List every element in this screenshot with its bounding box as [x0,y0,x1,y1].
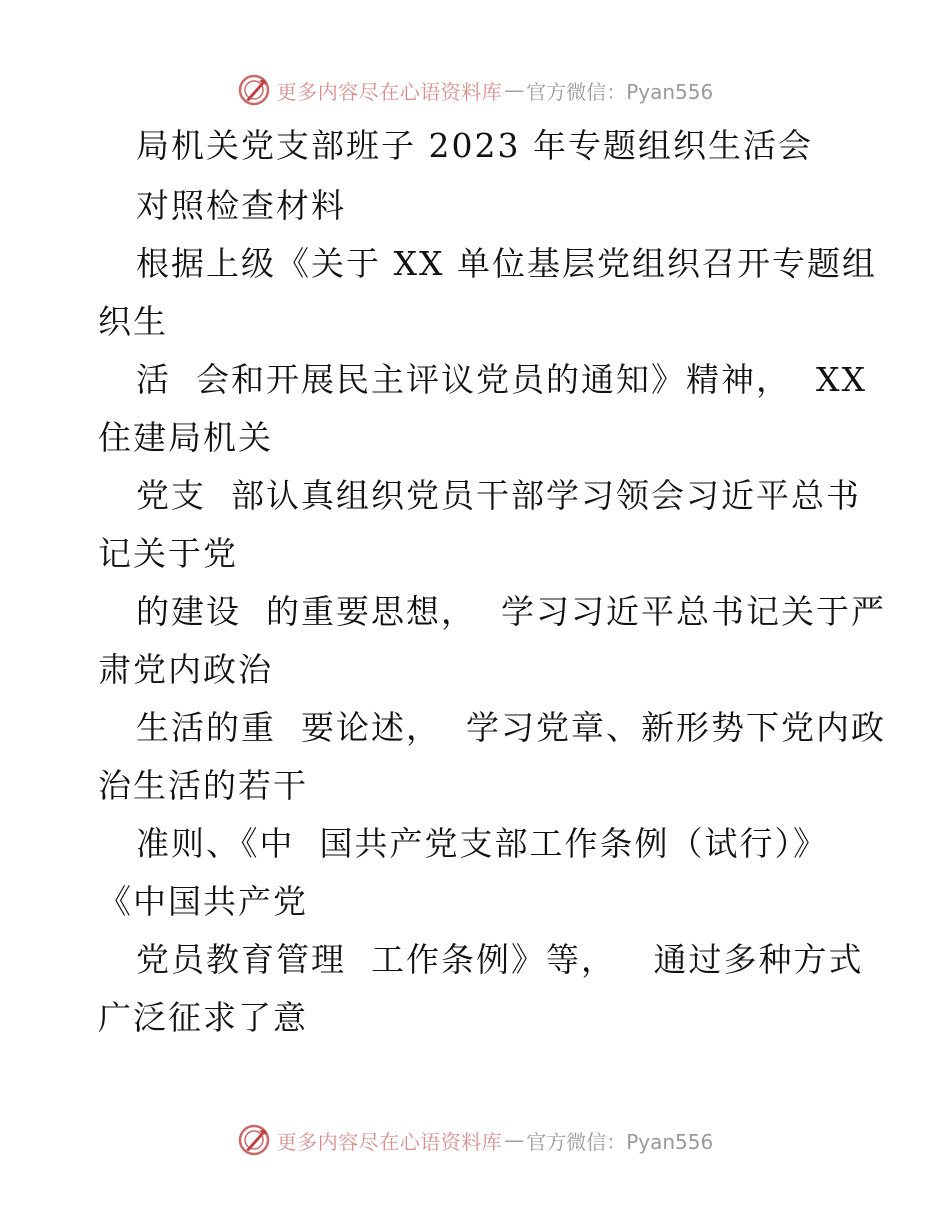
paragraph-line: 党支 部认真组织党员干部学习领会习近平总书 [136,476,861,515]
paragraph-line: 准则、《中 国共产党支部工作条例（试行）》 [136,824,828,863]
header-watermark [0,70,950,110]
watermark-separator: — [504,1128,525,1152]
paragraph-line: 记关于党 [98,534,238,573]
watermark-contact: 官方微信：Pyan556 [526,1129,714,1154]
quill-seal-icon [237,73,271,107]
footer-watermark [0,1120,950,1160]
paragraph-line: 的建设 的重要思想， 学习习近平总书记关于严 [136,592,886,631]
paragraph-line: 织生 [98,302,168,341]
paragraph-line: 党员教育管理 工作条例》等， 通过多种方式 [136,940,864,979]
watermark-text: 更多内容尽在心语资料库 [276,1129,503,1154]
paragraph-line: 生活的重 要论述， 学习党章、新形势下党内政 [136,708,886,747]
paragraph-line: 根据上级《关于 XX 单位基层党组织召开专题组 [136,244,877,283]
document-subtitle: 对照检查材料 [136,186,346,225]
paragraph-line: 广泛征求了意 [98,998,308,1037]
paragraph-line: 住建局机关 [98,418,273,457]
paragraph-line: 《中国共产党 [98,882,308,921]
watermark-text: 更多内容尽在心语资料库 [276,79,503,104]
quill-seal-icon [237,1123,271,1157]
watermark-contact: 官方微信：Pyan556 [526,79,714,104]
paragraph-line: 肃党内政治 [98,650,273,689]
watermark-separator: — [504,78,525,102]
paragraph-line: 活 会和开展民主评议党员的通知》精神， XX [136,360,867,399]
paragraph-line: 治生活的若干 [98,766,308,805]
document-title: 局机关党支部班子 2023 年专题组织生活会 [136,126,813,165]
